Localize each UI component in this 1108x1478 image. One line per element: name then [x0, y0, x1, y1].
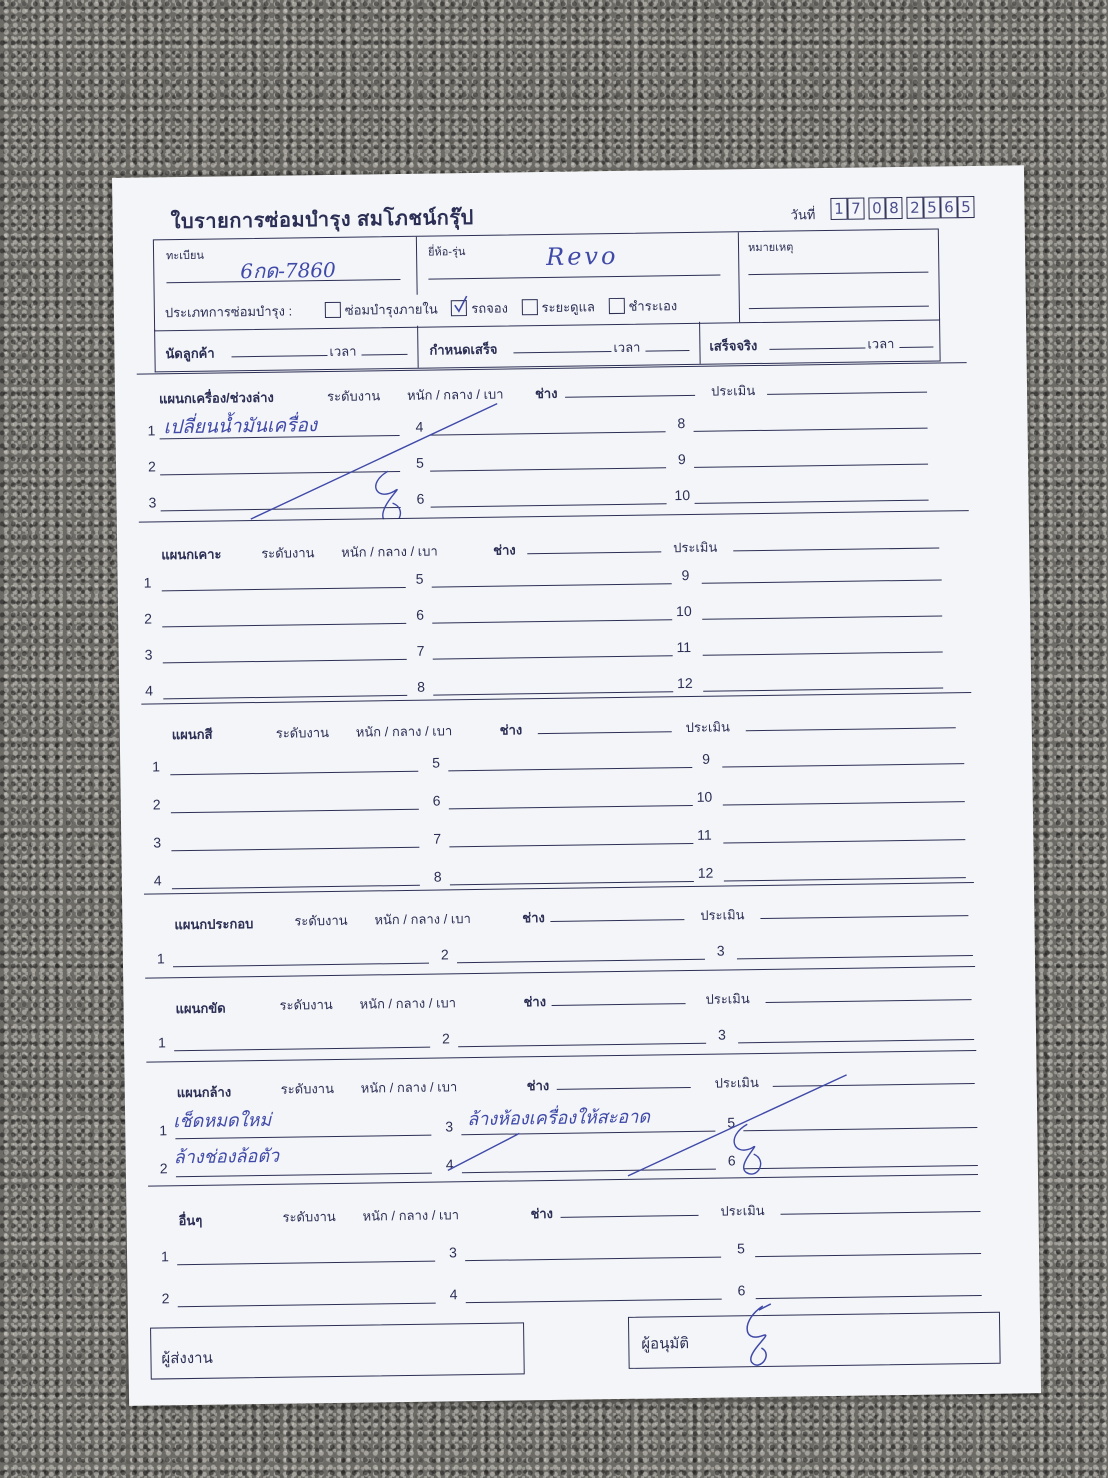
item-number: 5 [727, 1114, 736, 1131]
time-label: เวลา [867, 336, 895, 352]
item-number: 9 [681, 566, 690, 584]
approver-label: ผู้อนุมัติ [641, 1335, 690, 1353]
checkbox[interactable] [608, 298, 624, 314]
date-digit: 8 [885, 197, 902, 219]
sender-label: ผู้ส่งงาน [161, 1349, 213, 1368]
date-field[interactable] [830, 196, 974, 220]
eval-label: ประเมิน [673, 539, 718, 556]
item-number: 4 [153, 872, 162, 889]
section-title: แผนกเคาะ [161, 546, 222, 563]
item-number: 6 [432, 792, 441, 809]
entry-text[interactable]: เช็ดหมดใหม่ [173, 1109, 272, 1133]
item-number: 5 [415, 454, 424, 471]
entry-text[interactable]: ล้างห้องเครื่องให้สะอาด [467, 1106, 651, 1131]
item-number: 9 [677, 451, 686, 468]
item-number: 1 [147, 422, 156, 439]
levels-label: หนัก / กลาง / เบา [359, 995, 457, 1012]
tech-label: ช่าง [534, 385, 558, 402]
sender-box[interactable] [150, 1322, 525, 1379]
item-number: 8 [433, 868, 442, 885]
level-label: ระดับงาน [280, 1080, 335, 1097]
item-number: 5 [736, 1240, 745, 1257]
item-number: 6 [737, 1282, 746, 1299]
checkbox[interactable] [521, 299, 537, 315]
tech-label: ช่าง [499, 722, 523, 738]
model-label: ยี่ห้อ-รุ่น [427, 246, 466, 259]
item-number: 11 [676, 638, 692, 656]
time-label: เวลา [613, 339, 641, 356]
item-number: 2 [144, 610, 153, 627]
level-label: ระดับงาน [294, 912, 348, 929]
entry-text[interactable]: เปลี่ยนน้ำมันเครื่อง [163, 414, 318, 439]
section-title: แผนกขัด [175, 1000, 226, 1017]
item-number: 9 [702, 750, 711, 767]
level-label: ระดับงาน [279, 996, 333, 1013]
levels-label: หนัก / กลาง / เบา [374, 911, 471, 928]
plate-value[interactable]: 6กด-7860 [240, 257, 336, 284]
item-number: 6 [727, 1152, 736, 1169]
item-number: 6 [416, 606, 425, 623]
date-label: วันที่ [790, 207, 816, 223]
repair-type-label: ประเภทการซ่อมบำรุง : [164, 303, 293, 321]
item-number: 2 [147, 458, 156, 475]
option-selfpay: ชำระเอง [628, 298, 678, 314]
option-maintenance: ระยะดูแล [541, 299, 596, 316]
item-number: 1 [160, 1248, 169, 1265]
check-icon [453, 295, 469, 313]
time-label: เวลา [329, 343, 357, 359]
eval-label: ประเมิน [705, 991, 750, 1007]
item-number: 2 [440, 946, 449, 963]
eval-label: ประเมิน [720, 1202, 765, 1219]
approver-box[interactable] [628, 1312, 1001, 1369]
item-number: 2 [441, 1030, 450, 1047]
item-number: 7 [433, 830, 442, 847]
item-number: 2 [161, 1290, 170, 1307]
level-label: ระดับงาน [282, 1208, 336, 1225]
date-digit: 2 [906, 197, 923, 219]
plate-label: ทะเบียน [166, 249, 205, 263]
checkbox-checked[interactable] [451, 300, 467, 316]
item-number: 10 [674, 486, 691, 504]
repair-type-options [315, 295, 678, 321]
option-internal: ซ่อมบำรุงภายใน [344, 301, 438, 318]
item-number: 4 [449, 1286, 458, 1303]
item-number: 12 [676, 674, 693, 692]
item-number: 5 [432, 754, 441, 771]
item-number: 2 [152, 796, 161, 813]
tech-label: ช่าง [522, 910, 545, 926]
model-value[interactable]: Revo [545, 241, 619, 271]
note-label: หมายเหตุ [747, 241, 794, 255]
section-polish [145, 966, 976, 1063]
item-number: 4 [445, 1156, 454, 1173]
actual-label: เสร็จจริง [709, 338, 758, 354]
section-assembly [144, 882, 975, 979]
tech-label: ช่าง [530, 1205, 554, 1222]
item-number: 8 [677, 415, 686, 432]
section-title: แผนกเครื่อง/ช่วงล่าง [158, 389, 274, 407]
date-digit: 7 [847, 197, 864, 219]
section-title: แผนกสี [171, 726, 213, 743]
item-number: 1 [152, 758, 161, 775]
tech-label: ช่าง [493, 542, 516, 558]
form-title: ใบรายการซ่อมบำรุง สมโภชน์กรุ๊ป [170, 206, 474, 234]
eval-label: ประเมิน [714, 1075, 759, 1091]
item-number: 3 [716, 942, 725, 959]
item-number: 6 [416, 490, 425, 507]
eval-label: ประเมิน [700, 907, 745, 923]
item-number: 3 [144, 646, 153, 663]
date-digit: 6 [940, 196, 957, 218]
item-number: 10 [675, 602, 692, 620]
item-number: 1 [157, 1034, 166, 1051]
item-number: 3 [153, 834, 162, 851]
item-number: 12 [697, 864, 714, 881]
due-label: กำหนดเสร็จ [429, 341, 498, 358]
section-wash [146, 1050, 978, 1187]
level-label: ระดับงาน [261, 545, 315, 561]
date-digit: 5 [957, 196, 974, 218]
vehicle-info-box [153, 228, 940, 331]
eval-label: ประเมิน [685, 719, 730, 736]
item-number: 11 [697, 826, 712, 843]
item-number: 1 [156, 950, 165, 967]
level-label: ระดับงาน [326, 388, 381, 405]
item-number: 3 [445, 1118, 454, 1135]
item-number: 8 [417, 678, 426, 695]
option-booked: รถจอง [471, 300, 509, 316]
item-number: 10 [696, 788, 713, 805]
item-number: 4 [145, 682, 154, 699]
item-number: 5 [415, 570, 424, 587]
date-digit: 5 [923, 196, 940, 218]
item-number: 2 [159, 1160, 168, 1177]
levels-label: หนัก / กลาง / เบา [355, 723, 453, 740]
section-title: อื่นๆ [178, 1212, 203, 1229]
repair-form-sheet [112, 165, 1041, 1406]
levels-label: หนัก / กลาง / เบา [406, 386, 504, 403]
section-paint [141, 692, 974, 895]
item-number: 3 [448, 1244, 457, 1261]
date-digit: 1 [830, 198, 847, 220]
section-title: แผนกล้าง [176, 1084, 232, 1101]
approver-signature [723, 1301, 804, 1372]
item-number: 3 [717, 1026, 726, 1043]
item-number: 1 [143, 574, 152, 591]
entry-text[interactable]: ล้างช่องล้อตัว [173, 1145, 280, 1169]
item-number: 4 [415, 418, 424, 435]
tech-label: ช่าง [526, 1077, 550, 1094]
item-number: 7 [416, 642, 425, 659]
levels-label: หนัก / กลาง / เบา [362, 1207, 460, 1224]
levels-label: หนัก / กลาง / เบา [360, 1079, 458, 1096]
level-label: ระดับงาน [275, 725, 330, 741]
item-number: 1 [159, 1122, 168, 1139]
section-other [148, 1174, 980, 1313]
levels-label: หนัก / กลาง / เบา [341, 543, 438, 560]
eval-label: ประเมิน [710, 383, 756, 399]
item-number: 3 [148, 494, 157, 511]
date-digit: 0 [868, 197, 885, 219]
tech-label: ช่าง [523, 994, 547, 1010]
section-title: แผนกประกอบ [174, 916, 254, 933]
section-body [139, 510, 971, 705]
section-engine [137, 362, 969, 523]
appoint-label: นัดลูกค้า [165, 345, 215, 362]
checkbox[interactable] [325, 302, 341, 318]
